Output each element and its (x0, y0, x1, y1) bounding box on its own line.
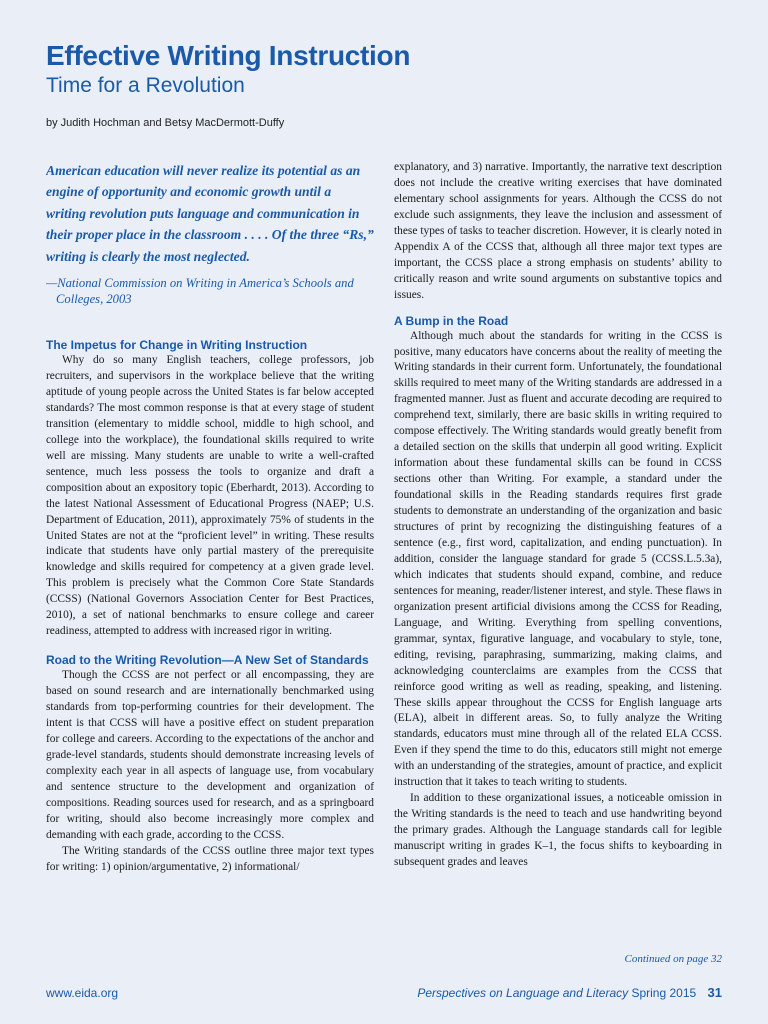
paragraph: Why do so many English teachers, college professors, job recruiters, and supervisors in the workplace believe that the writing aptitude of young people across the United States is far below accepted standards? The most common response is that at every stage of student transition (elementary to middle school, middle to high school, and college into the workplace), the foundational skills required to write well are missing. Many students are unable to write a well-crafted sentence, much less possess the tools to organize and draft a composition about an expository topic (Eberhardt, 2013). According to the latest National Assessment of Educational Progress (NAEP; U.S. Department of Education, 2011), approximately 75% of students in the United States are not at the “proficient level” in writing. These results indicate that students have only partial mastery of the prerequisite knowledge and skills required for competency at a given grade level. This problem is precisely what the Common Core State Standards (CCSS) (National Governors Association Center for Best Practices, 2010), a set of national benchmarks to ensure college and career readiness, attempted to address with increased rigor in writing. (46, 354, 374, 638)
article-title: Effective Writing Instruction (46, 40, 411, 71)
byline: by Judith Hochman and Betsy MacDermott-Duffy (46, 117, 285, 129)
paragraph: In addition to these organizational issues, a noticeable omission in the Writing standards is the need to teach and use handwriting beyond the primary grades. Although the Language standards call for legible manuscript writing in grades K–1, the focus shifts to keyboarding in subsequent grades and leaves (394, 792, 722, 869)
pull-quote-source: —National Commission on Writing in America’s Schools and Colleges, 2003 (46, 276, 354, 307)
paragraph: Though the CCSS are not perfect or all encompassing, they are based on sound research and are internationally benchmarked using standards from top-performing countries for their development. The intent is that CCSS will have a positive effect on student preparation for college and careers. According to the expectations of the anchor and grade-level standards, students should demonstrate increasing levels of complexity each year in all aspects of language use, from vocabulary and sentence structure to the development and organization of compositions. Reading sources used for research, and as a springboard for writing, should also become increasingly more complex and demanding with each grade, according to the CCSS. (46, 669, 374, 841)
section-heading-road: Road to the Writing Revolution—A New Set of Standards (46, 653, 369, 668)
page-number: 31 (707, 985, 722, 1000)
section-heading-impetus: The Impetus for Change in Writing Instruction (46, 338, 308, 353)
left-column (46, 160, 374, 960)
footer-journal: Perspectives on Language and Literacy (417, 986, 629, 1000)
footer-citation (417, 985, 722, 1000)
paragraph: The Writing standards of the CCSS outline three major text types for writing: 1) opinion/argumentative, 2) informational/ (46, 844, 374, 873)
footer-website: www.eida.org (46, 986, 119, 1000)
paragraph-continuation: explanatory, and 3) narrative. Importantly, the narrative text description does not include the creative writing exercises that have dominated elementary school assignments for years. Although the CCSS do not exclude such assignments, they leave the inclusion and assessment of these types of tasks to teacher discretion. However, it is clearly noted in Appendix A of the CCSS that, although all three major text types are important, the CCSS place a strong emphasis on students’ ability to critically reason and write sound arguments on substantive topics and issues. (394, 161, 722, 301)
paragraph: Although much about the standards for writing in the CCSS is positive, many educators have concerns about the reality of meeting the Writing standards in their current form. Unfortunately, the foundational skills required to meet many of the Writing standards are addressed in a fragmented manner. Just as fluent and accurate decoding are required to comprehend text, similarly, there are basic skills in writing required to compose effectively. The Writing standards would greatly benefit from a detailed section on the skills that underpin all good writing. Explicit information about these fundamental skills can be found in CCSS sections other than Writing. For example, a standard under the foundational skills in the Reading standards requires first grade students to demonstrate an understanding of the organization and basic structures of print by recognizing the distinguishing features of a sentence (e.g., first word, capitalization, and ending punctuation). In addition, consider the language standard for grade 5 (CCSS.L.5.3a), which indicates that students should expand, combine, and reduce sentences for meaning, reader/listener interest, and style. These flaws in organization present artificial divisions among the CCSS for Reading, Language, and Writing. Everything from spelling conventions, grammar, syntax, figurative language, and vocabulary to style, tone, editing, revising, paraphrasing, summarizing, making claims, and acknowledging counterclaims are examples from the CCSS that reinforce good writing as well as reading, speaking, and listening. These skills appear throughout the CCSS for English language arts (ELA), albeit in different areas. So, to fully analyze the Writing standards, educators must mine through all of the related ELA CCSS. Even if they spend the time to do this, educators still might not emerge with an understanding of the strategies, amount of practice, and explicit instruction that it takes to teach writing to students. (394, 329, 722, 789)
footer-issue: Spring 2015 (631, 986, 697, 1000)
right-column (394, 160, 722, 968)
section-heading-bump: A Bump in the Road (394, 313, 509, 328)
article-subtitle: Time for a Revolution (46, 74, 245, 97)
continued-note: Continued on page 32 (624, 953, 722, 965)
pull-quote: American education will never realize its potential as an engine of opportunity and economic growth until a writing revolution puts language and communication in their proper place in the classroom . . . . Of the three “Rs,” writing is clearly the most neglected. (46, 163, 374, 264)
